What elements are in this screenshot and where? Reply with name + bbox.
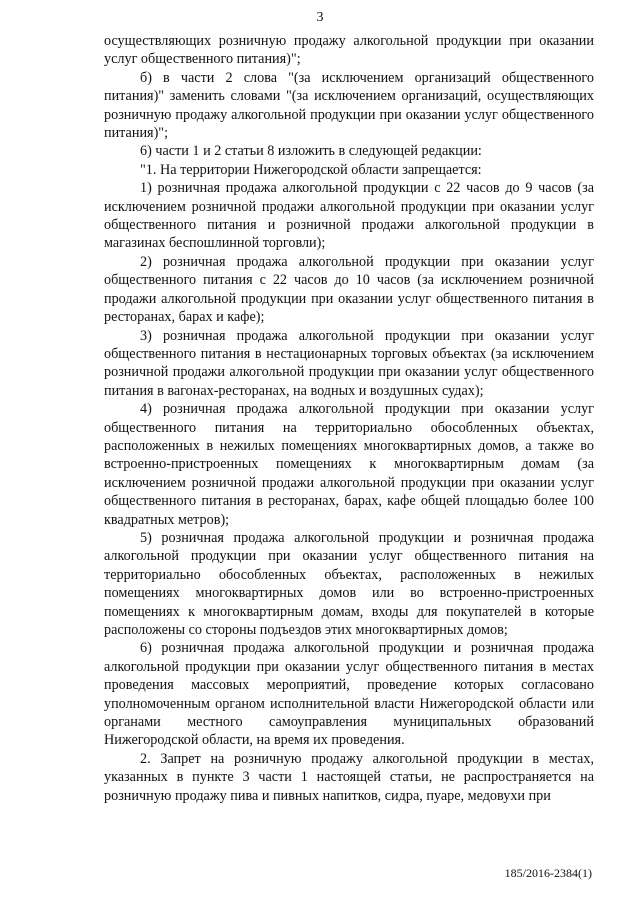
paragraph: 1) розничная продажа алкогольной продукции с 22 часов до 9 часов (за исключением розничной продажи алкогольной продукции при оказании услуг общественного питания и розничной продажи алкогольной продукции в магазинах беспошлинной торговли);	[104, 180, 594, 252]
paragraph: осуществляющих розничную продажу алкогольной продукции при оказании услуг общественного питания)";	[104, 33, 594, 68]
paragraph: 3) розничная продажа алкогольной продукции при оказании услуг общественного питания в нестационарных торговых объектах (за исключением розничной продажи алкогольной продукции при оказании услуг общественного питания в вагонах-ресторанах, на водных и воздушных судах);	[104, 327, 594, 399]
paragraph: б) в части 2 слова "(за исключением организаций общественного питания)" заменить словами "(за исключением организаций, осуществляющих розничную продажу алкогольной продукции при оказании услуг общественного питания)";	[104, 69, 594, 142]
page-number: 3	[316, 10, 324, 25]
paragraph: 5) розничная продажа алкогольной продукции и розничная продажа алкогольной продукции при оказании услуг общественного питания на территориально обособленных объектах, расположенных в нежилых помещениях многоквартирных домов или во встроенно-пристроенных помещениях к многоквартирным домам, входы для покупателей в которые расположены со стороны подъездов этих многоквартирных домов;	[104, 529, 594, 638]
paragraph: 6) части 1 и 2 статьи 8 изложить в следующей редакции:	[140, 143, 482, 160]
paragraph: 2. Запрет на розничную продажу алкогольной продукции в местах, указанных в пункте 3 части 1 настоящей статьи, не распространяется на розничную продажу пива и пивных напитков, сидра, пуаре, медовухи при	[104, 750, 594, 804]
document-code: 185/2016-2384(1)	[504, 866, 592, 880]
paragraph: 4) розничная продажа алкогольной продукции при оказании услуг общественного питания на территориально обособленных объектах, расположенных в нежилых помещениях многоквартирных домов, а также во встроенно-пристроенных помещениях к многоквартирным домам (за исключением розничной продажи алкогольной продукции при оказании услуг общественного питания в ресторанах, барах, кафе общей площадью более 100 квадратных метров);	[104, 401, 594, 528]
paragraph: "1. На территории Нижегородской области запрещается:	[140, 161, 482, 178]
paragraph: 2) розничная продажа алкогольной продукции при оказании услуг общественного питания с 22 часов до 10 часов (за исключением розничной продажи алкогольной продукции при оказании услуг общественного питания в ресторанах, барах и кафе);	[104, 253, 594, 326]
document-body	[104, 32, 594, 805]
paragraph: 6) розничная продажа алкогольной продукции и розничная продажа алкогольной продукции при оказании услуг общественного питания в местах проведения массовых мероприятий, проведение которых согласовано уполномоченным органом исполнительной власти Нижегородской области или органами местного самоуправления муниципальных образований Нижегородской области, на время их проведения.	[104, 640, 594, 749]
